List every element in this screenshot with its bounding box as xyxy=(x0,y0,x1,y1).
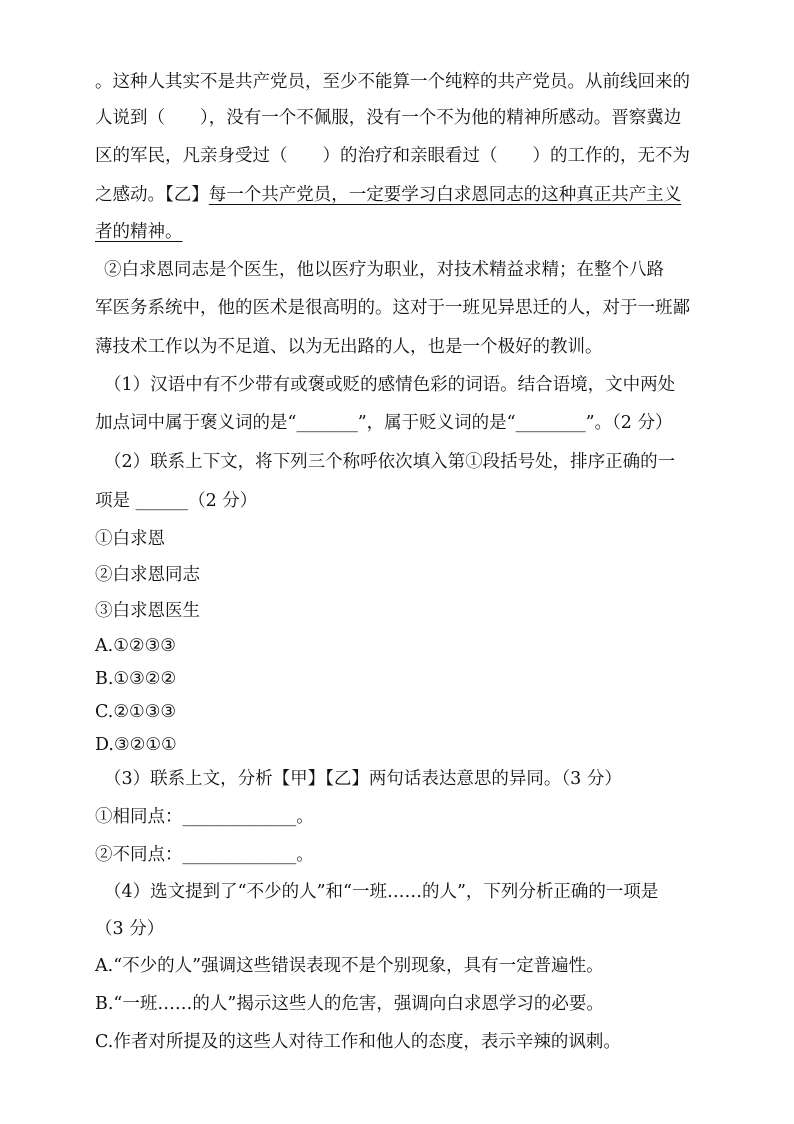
question-1-line: 加点词中属于褒义词的是“_______”，属于贬义词的是“________”。（2 分） xyxy=(95,413,673,433)
question-2-option: A.①②③③ xyxy=(95,636,176,656)
question-2-item: ②白求恩同志 xyxy=(95,565,200,585)
question-4-line: （4）选文提到了“不少的人”和“一班……的人”，下列分析正确的一项是 xyxy=(104,882,659,902)
question-4-option: B.“一班……的人”揭示这些人的危害，强调向白求恩学习的必要。 xyxy=(95,994,604,1014)
passage-text: 之感动。【乙】 xyxy=(95,185,209,205)
underlined-sentence-yi: 每一个共产党员，一定要学习白求恩同志的这种真正共产主义 xyxy=(208,185,682,205)
passage-line: 人说到（ ），没有一个不佩服，没有一个不为他的精神所感动。晋察冀边 xyxy=(95,108,682,128)
question-4-option: A.“不少的人”强调这些错误表现不是个别现象，具有一定普遍性。 xyxy=(95,956,604,976)
question-2-option: B.①③②② xyxy=(95,669,177,689)
passage-line: 。这种人其实不是共产党员，至少不能算一个纯粹的共产党员。从前线回来的 xyxy=(95,72,690,92)
passage-line: 区的军民，凡亲身受过（ ）的治疗和亲眼看过（ ）的工作的，无不为 xyxy=(95,146,690,166)
passage-line xyxy=(95,221,735,243)
passage-line: 军医务系统中，他的医术是很高明的。这对于一班见异思迁的人，对于一班鄙 xyxy=(95,298,690,318)
question-2-option: D.③②①① xyxy=(95,735,177,755)
passage-line: ②白求恩同志是个医生，他以医疗为职业，对技术精益求精；在整个八路 xyxy=(104,260,664,280)
question-3-line: （3）联系上文，分析【甲】【乙】两句话表达意思的异同。（3 分） xyxy=(104,769,622,789)
question-2-line: （2）联系上下文，将下列三个称呼依次填入第①段括号处，排序正确的一 xyxy=(104,452,676,472)
question-4-option: C.作者对所提及的这些人对待工作和他人的态度，表示辛辣的讽刺。 xyxy=(95,1032,621,1052)
question-2-option: C.②①③③ xyxy=(95,702,177,722)
question-2-item: ③白求恩医生 xyxy=(95,601,200,621)
passage-line xyxy=(95,184,735,206)
question-3-item: ②不同点：_____________。 xyxy=(95,845,314,865)
underlined-sentence-yi-end: 者的精神。 xyxy=(95,222,183,242)
question-1-line: （1）汉语中有不少带有或褒或贬的感情色彩的词语。结合语境，文中两处 xyxy=(104,375,676,395)
question-3-item: ①相同点：_____________。 xyxy=(95,807,314,827)
passage-line: 薄技术工作以为不足道、以为无出路的人，也是一个极好的教训。 xyxy=(95,337,603,357)
question-2-line: 项是 ______（2 分） xyxy=(95,491,258,511)
question-2-item: ①白求恩 xyxy=(95,529,165,549)
question-4-line: （3 分） xyxy=(95,919,165,939)
